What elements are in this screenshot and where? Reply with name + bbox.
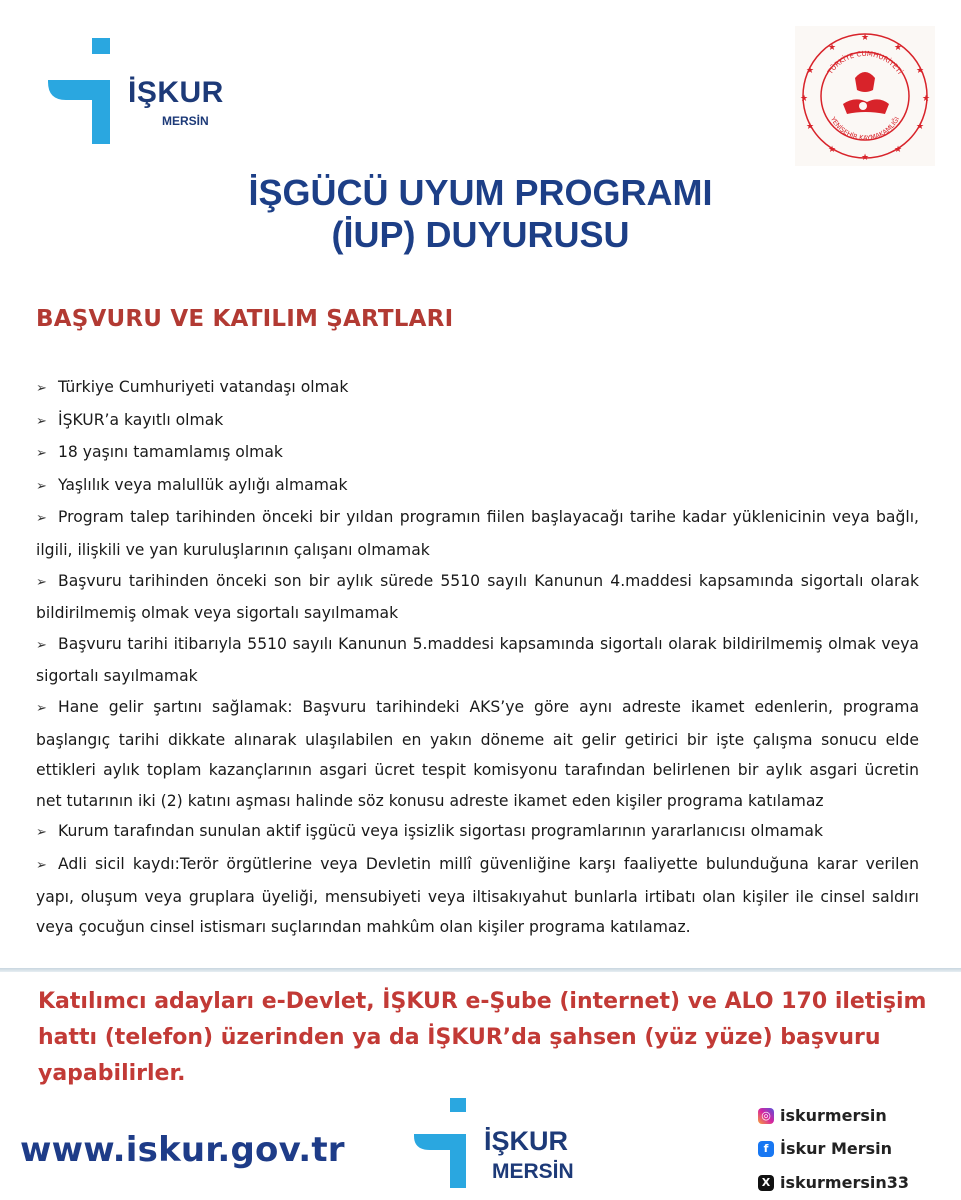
arrow-bullet-icon: ➢ xyxy=(36,574,47,590)
iskur-logo-header xyxy=(48,38,268,148)
list-item xyxy=(36,502,919,565)
requirement-text: Yaşlılık veya malullük aylığı almamak xyxy=(58,475,348,494)
social-x[interactable] xyxy=(758,1173,909,1192)
footer-logo-name: İŞKUR xyxy=(484,1126,569,1156)
svg-text:★: ★ xyxy=(799,94,809,104)
kaymakamlik-seal xyxy=(795,26,935,166)
list-item xyxy=(36,437,919,470)
svg-text:★: ★ xyxy=(893,145,903,155)
footer-logo-city: MERSİN xyxy=(492,1160,574,1183)
svg-text:★: ★ xyxy=(915,66,925,76)
svg-text:★: ★ xyxy=(805,66,815,76)
arrow-bullet-icon: ➢ xyxy=(36,511,47,527)
requirement-text: Adli sicil kaydı:Terör örgütlerine veya Devletin millî güvenliğine karşı faaliyette bulunduğuna karar verilen yapı, oluşum veya gruplara üyeliği, mensubiyeti veya iltisakıyahut bunlarla irtibatı olan kişiler ile cinsel saldırı veya çocuğun cinsel istismarı suçlarından mahkûm olan kişiler programa katılamaz. xyxy=(36,854,919,937)
seal-top-text: TÜRKİYE CUMHURİYETİ xyxy=(826,49,904,76)
requirement-text: Kurum tarafından sunulan aktif işgücü veya işsizlik sigortası programlarının yararlanıcısı olmamak xyxy=(58,822,823,841)
svg-text:★: ★ xyxy=(827,145,837,155)
social-label: iskurmersin33 xyxy=(780,1173,910,1192)
social-instagram[interactable] xyxy=(758,1106,887,1125)
divider xyxy=(0,968,961,972)
requirement-text: İŞKUR’a kayıtlı olmak xyxy=(58,410,224,429)
requirement-text: Başvuru tarihi itibarıyla 5510 sayılı Kanunun 5.maddesi kapsamında sigortalı olarak bildirilmemiş olmak veya sigortalı sayılmamak xyxy=(36,634,919,686)
x-icon: X xyxy=(758,1175,774,1191)
list-item xyxy=(36,692,919,816)
svg-text:★: ★ xyxy=(860,33,870,43)
requirement-text: 18 yaşını tamamlamış olmak xyxy=(58,443,283,462)
list-item xyxy=(36,405,919,438)
social-facebook[interactable] xyxy=(758,1139,892,1158)
list-item xyxy=(36,372,919,405)
social-label: İskur Mersin xyxy=(780,1139,893,1158)
logo-city: MERSİN xyxy=(162,114,209,128)
section-heading: BAŞVURU VE KATILIM ŞARTLARI xyxy=(36,306,454,332)
requirement-text: Hane gelir şartını sağlamak: Başvuru tarihindeki AKS’ye göre aynı adreste ikamet edenlerin, programa başlangıç tarihi dikkate alınarak ulaşılabilen en yakın döneme ait gelir getirici bir işte çalışma sonucu elde ettikleri aylık toplam kazançlarının asgari ücret tespit komisyonu tarafından belirlenen bir aylık asgari ücretin net tutarının iki (2) katını aşması halinde söz konusu adreste ikamet eden kişiler programa katılamaz xyxy=(36,697,919,810)
list-item xyxy=(36,566,919,629)
instagram-icon: ◎ xyxy=(758,1108,774,1124)
svg-text:YENİŞEHİR KAYMAKAMLIĞI xyxy=(828,115,901,142)
footer-logo-mark xyxy=(414,1098,484,1190)
requirement-text: Türkiye Cumhuriyeti vatandaşı olmak xyxy=(58,378,349,396)
logo-name: İŞKUR xyxy=(128,76,224,109)
website-link[interactable]: www.iskur.gov.tr xyxy=(20,1130,345,1170)
seal-bottom-text: YENİŞEHİR KAYMAKAMLIĞI xyxy=(828,115,902,143)
svg-text:★: ★ xyxy=(921,94,931,104)
svg-text:★: ★ xyxy=(915,122,925,132)
social-label: iskurmersin xyxy=(780,1106,887,1125)
svg-text:★: ★ xyxy=(805,122,815,132)
arrow-bullet-icon: ➢ xyxy=(36,381,47,396)
page-title-line2: (İUP) DUYURUSU xyxy=(331,214,630,255)
page-title-line1: İŞGÜCÜ UYUM PROGRAMI xyxy=(248,172,713,213)
requirement-text: Program talep tarihinden önceki bir yıldan programın fiilen başlayacağı tarihe kadar yüklenicinin veya bağlı, ilgili, ilişkili ve yan kuruluşlarının çalışanı olmamak xyxy=(36,508,919,559)
arrow-bullet-icon: ➢ xyxy=(36,825,47,841)
arrow-bullet-icon: ➢ xyxy=(36,478,47,494)
svg-text:★: ★ xyxy=(827,43,837,53)
list-item xyxy=(36,816,919,849)
list-item xyxy=(36,470,919,503)
facebook-icon: f xyxy=(758,1141,774,1157)
svg-text:★: ★ xyxy=(860,153,870,163)
arrow-bullet-icon: ➢ xyxy=(36,413,47,429)
svg-text:★: ★ xyxy=(893,43,903,53)
requirement-text: Başvuru tarihinden önceki son bir aylık sürede 5510 sayılı Kanunun 4.maddesi kapsamında sigortalı olarak bildirilmemiş olmak veya sigortalı sayılmamak xyxy=(36,571,919,623)
iskur-logo-icon xyxy=(414,1098,478,1190)
arrow-bullet-icon: ➢ xyxy=(36,446,47,462)
arrow-bullet-icon: ➢ xyxy=(36,700,47,716)
arrow-bullet-icon: ➢ xyxy=(36,857,47,873)
seal-emblem xyxy=(795,26,935,166)
requirements-list xyxy=(36,372,919,943)
arrow-bullet-icon: ➢ xyxy=(36,637,47,653)
application-notice: Katılımcı adayları e-Devlet, İŞKUR e-Şube (internet) ve ALO 170 iletişim hattı (telefon) üzerinden ya da İŞKUR’da şahsen (yüz yüze) başvuru yapabilirler. xyxy=(38,989,927,1086)
iskur-logo-mark xyxy=(48,38,124,146)
list-item xyxy=(36,849,919,943)
list-item xyxy=(36,629,919,692)
